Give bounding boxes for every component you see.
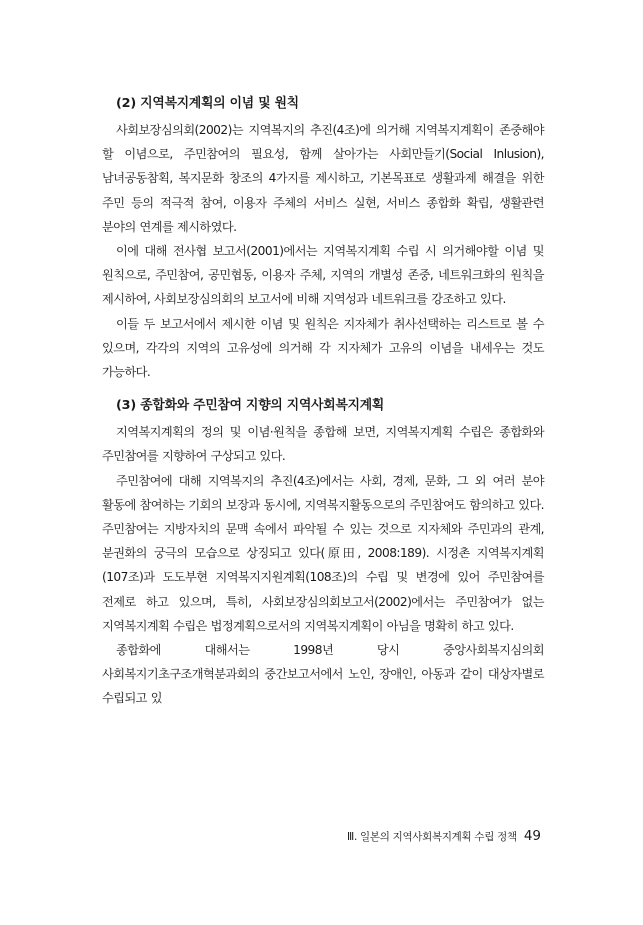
section-heading-3: (3) 종합화와 주민참여 지향의 지역사회복지계획	[116, 398, 385, 414]
page-number: 49	[523, 828, 541, 844]
body-text	[102, 94, 544, 711]
page-footer	[347, 828, 541, 845]
paragraph: 종합화에 대해서는 1998년 당시 중앙사회복지심의회 사회복지기초구조개혁분과회의 중간보고서에서 노인, 장애인, 아동과 같이 대상자별로 수립되고 있	[102, 643, 544, 706]
paragraph: 사회보장심의회(2002)는 지역복지의 추진(4조)에 의거해 지역복지계획이 존중해야 할 이념으로, 주민참여의 필요성, 함께 살아가는 사회만들기(Social Inlusion), 남녀공동참획, 복지문화 창조의 4가지를 제시하고, 기본목표로 생활과제 해결을 위한 주민 등의 적극적 참여, 이용자 주체의 서비스 실현, 서비스 종합화 확립, 생활관련 분야의 연계를 제시하였다.	[102, 123, 544, 234]
section-heading-2: (2) 지역복지계획의 이념 및 원칙	[116, 96, 299, 111]
paragraph: 이들 두 보고서에서 제시한 이념 및 원칙은 지자체가 취사선택하는 리스트로 볼 수 있으며, 각각의 지역의 고유성에 의거해 각 지자체가 고유의 이념을 내세우는 것도 가능하다.	[102, 316, 544, 380]
paragraph: 지역복지계획의 정의 및 이념·원칙을 종합해 보면, 지역복지계획 수립은 종합화와 주민참여를 지향하여 구상되고 있다.	[102, 425, 544, 464]
paragraph: 이에 대해 전사협 보고서(2001)에서는 지역복지계획 수립 시 의거해야할 이념 및 원칙으로, 주민참여, 공민협동, 이용자 주체, 지역의 개별성 존중, 네트워크화의 원칙을 제시하여, 사회보장심의회의 보고서에 비해 지역성과 네트워크를 강조하고 있다.	[102, 244, 544, 307]
running-chapter-title: Ⅲ. 일본의 지역사회복지계획 수립 정책	[347, 831, 517, 843]
section-spacer	[102, 384, 544, 396]
paragraph: 주민참여에 대해 지역복지의 추진(4조)에서는 사회, 경제, 문화, 그 외 여러 분야 활동에 참여하는 기회의 보장과 동시에, 지역복지활동으로의 주민참여도 함의하고 있다. 주민참여는 지방자치의 문맥 속에서 파악될 수 있는 것으로 지자체와 주민과의 관계, 분권화의 궁극의 모습으로 상징되고 있다(原田, 2008:189). 시정촌 지역복지계획(107조)과 도도부현 지역복지지원계획(108조)의 수립 및 변경에 있어 주민참여를 전제로 하고 있으며, 특히, 사회보장심의회보고서(2002)에서는 주민참여가 없는 지역복지계획 수립은 법정계획으로서의 지역복지계획이 아님을 명확히 하고 있다.	[102, 473, 544, 633]
